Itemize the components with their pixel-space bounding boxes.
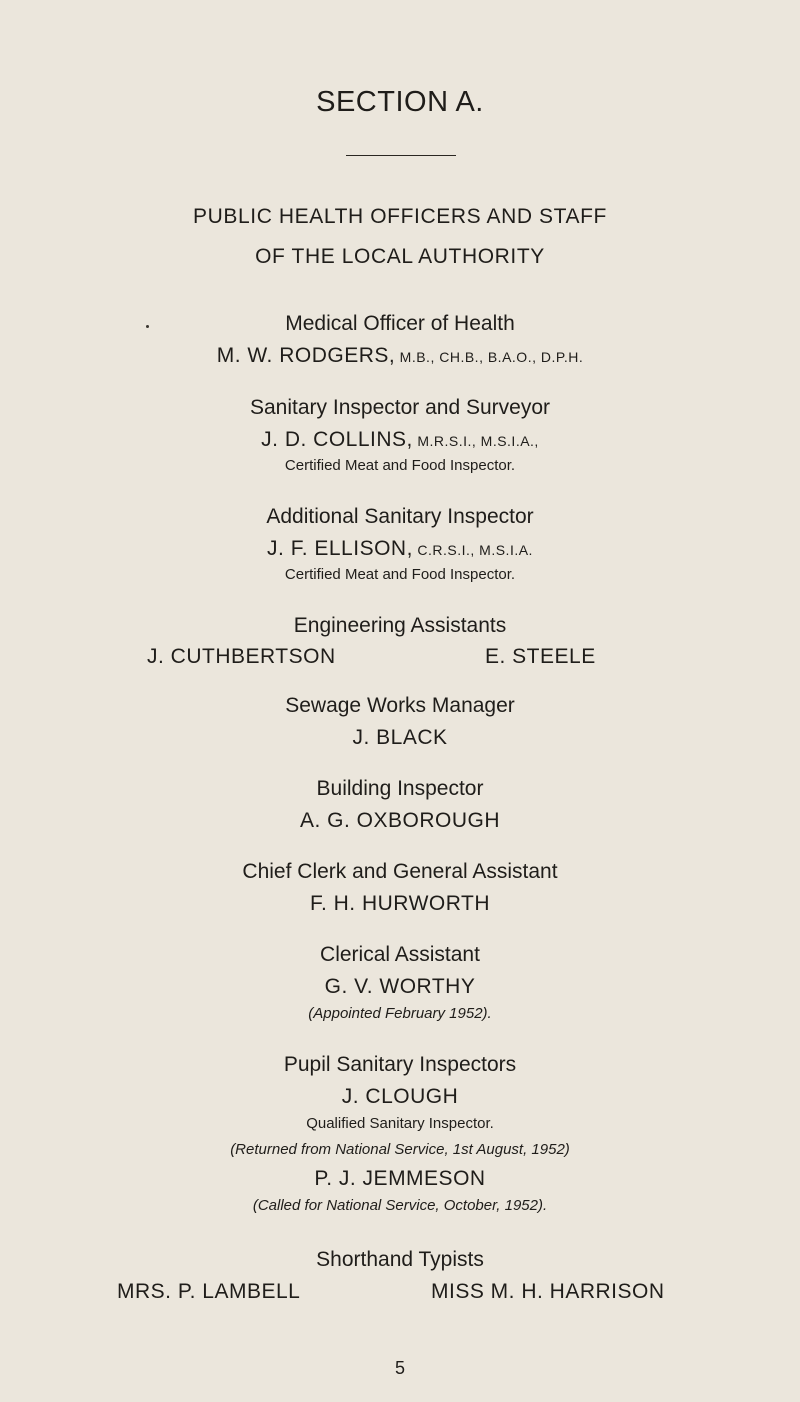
- page-number: 5: [394, 1358, 405, 1378]
- additional-inspector-name: J. F. ELLISON,: [267, 537, 413, 560]
- additional-inspector-note: Certified Meat and Food Inspector.: [284, 566, 516, 583]
- clerical-role: Clerical Assistant: [320, 943, 480, 966]
- moh-role: Medical Officer of Health: [285, 312, 515, 335]
- engineering-role: Engineering Assistants: [293, 614, 507, 637]
- chief-clerk-role: Chief Clerk and General Assistant: [242, 860, 558, 883]
- additional-inspector-line: [0, 537, 800, 561]
- section-title: SECTION A.: [316, 86, 484, 118]
- engineering-name-1: J. CUTHBERTSON: [147, 645, 336, 668]
- heading-line-2: OF THE LOCAL AUTHORITY: [255, 245, 545, 268]
- sewage-name: J. BLACK: [352, 726, 448, 749]
- divider-rule: [346, 155, 456, 156]
- typists-name-2: MISS M. H. HARRISON: [431, 1280, 665, 1303]
- heading-line-1: PUBLIC HEALTH OFFICERS AND STAFF: [193, 205, 607, 228]
- moh-line: [0, 344, 800, 368]
- clerical-note: (Appointed February 1952).: [308, 1005, 492, 1022]
- chief-clerk-name: F. H. HURWORTH: [309, 892, 491, 915]
- building-role: Building Inspector: [316, 777, 484, 800]
- engineering-name-2: E. STEELE: [485, 645, 596, 668]
- typists-name-1: MRS. P. LAMBELL: [117, 1280, 301, 1303]
- moh-name: M. W. RODGERS,: [216, 344, 396, 367]
- pupils-name-2: P. J. JEMMESON: [314, 1167, 486, 1190]
- additional-inspector-qualifications: C.R.S.I., M.S.I.A.: [417, 542, 533, 558]
- sanitary-inspector-note: Certified Meat and Food Inspector.: [284, 457, 516, 474]
- pupils-note-1: Qualified Sanitary Inspector.: [306, 1115, 494, 1132]
- sanitary-inspector-role: Sanitary Inspector and Surveyor: [250, 396, 550, 419]
- pupils-name-1: J. CLOUGH: [341, 1085, 459, 1108]
- pupils-note-2: (Returned from National Service, 1st August, 1952): [230, 1141, 570, 1158]
- building-name: A. G. OXBOROUGH: [299, 809, 501, 832]
- pupils-role: Pupil Sanitary Inspectors: [283, 1053, 517, 1076]
- sanitary-inspector-name: J. D. COLLINS,: [261, 428, 413, 451]
- sanitary-inspector-qualifications: M.R.S.I., M.S.I.A.,: [417, 433, 539, 449]
- pupils-note-3: (Called for National Service, October, 1952).: [252, 1197, 548, 1214]
- moh-qualifications: M.B., CH.B., B.A.O., D.P.H.: [399, 349, 584, 365]
- clerical-name: G. V. WORTHY: [324, 975, 476, 998]
- additional-inspector-role: Additional Sanitary Inspector: [266, 505, 534, 528]
- sewage-role: Sewage Works Manager: [285, 694, 515, 717]
- sanitary-inspector-line: [0, 428, 800, 452]
- typists-role: Shorthand Typists: [316, 1248, 484, 1271]
